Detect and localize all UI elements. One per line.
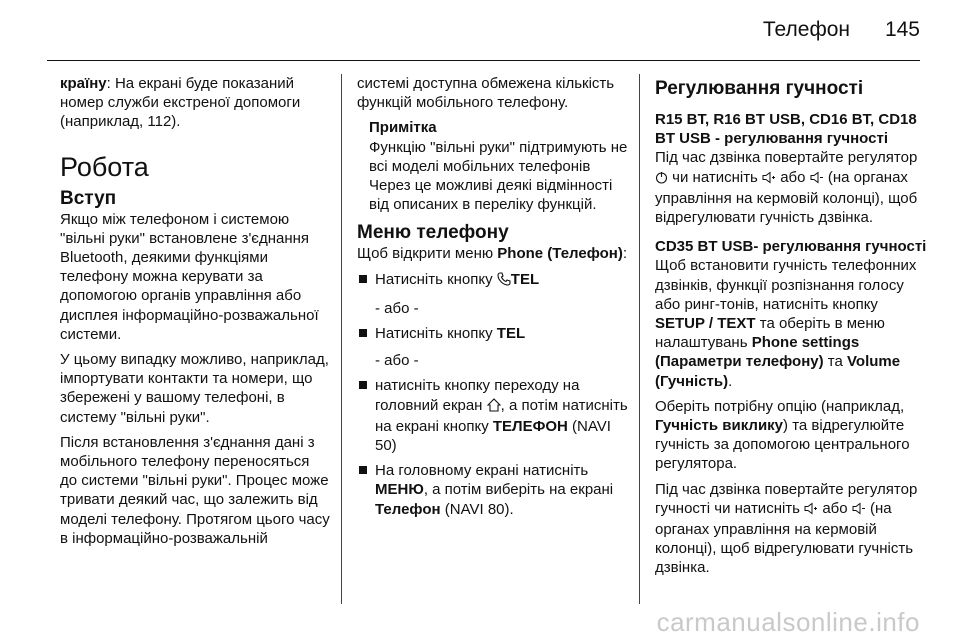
- instruction-list: [357, 324, 631, 343]
- chapter-title: Телефон: [762, 18, 850, 41]
- column-2: [357, 74, 631, 642]
- list-item: На головному екрані натисніть МЕНЮ, а потім виберіть на екрані Телефон (NAVI 80).: [357, 461, 631, 519]
- page-number: 145: [884, 18, 920, 41]
- paragraph: Оберіть потрібну опцію (наприклад, Гучність виклику) та відрегулюйте гучність за допомогою центрального регулятора.: [655, 397, 910, 473]
- power-knob-icon: [655, 170, 668, 189]
- column-divider-left: [341, 74, 342, 604]
- paragraph: Щоб відкрити меню Phone (Телефон):: [357, 245, 628, 263]
- watermark: carmanualsonline.info: [656, 607, 920, 637]
- column-1: [60, 74, 330, 642]
- note-text: Функцію "вільні руки" підтримують не всі моделі мобільних телефонів Через це можливі деякі відмінності від описаних в переліку функцій.: [369, 138, 628, 214]
- subheading: R15 BT, R16 BT USB, CD16 BT, CD18 BT USB - регулювання гучності: [655, 111, 917, 148]
- instruction-list: [357, 376, 631, 518]
- list-item: Натисніть кнопку TEL: [357, 324, 631, 343]
- page-header: [0, 0, 960, 62]
- volume-up-icon: [804, 501, 818, 520]
- list-item: Натисніть кнопку TEL: [357, 270, 631, 291]
- paragraph: Після встановлення з'єднання дані з мобільного телефону переносяться до системи "вільні руки". Процес може тривати деякий час, що залежить від моделі телефону. Протягом цього часу в інформаційно-розважальній: [60, 433, 330, 547]
- list-item: натисніть кнопку переходу на головний екран , а потім натисніть на екрані кнопку ТЕЛЕФОН (NAVI 50): [357, 376, 631, 455]
- bullet-icon: [359, 381, 367, 389]
- note-title: Примітка: [369, 119, 437, 137]
- subheading: CD35 BT USB- регулювання гучності: [655, 238, 927, 256]
- paragraph: Під час дзвінка повертайте регулятор чи натисніть або (на органах управління на кермовій колонці), щоб відрегулювати гучність дзвінка.: [655, 149, 918, 227]
- paragraph: Щоб встановити гучність телефонних дзвінків, функції розпізнання голосу або ринг-тонів, натисніть кнопку SETUP / TEXT та оберіть в меню налаштувань Phone settings (Параметри телефону) та Volume (Гучність).: [655, 257, 917, 390]
- volume-heading: Регулювання гучності: [655, 78, 864, 99]
- or-separator: - або -: [375, 352, 419, 370]
- intro-paragraph: країну: На екрані буде показаний номер служби екстреної допомоги (наприклад, 112).: [60, 75, 301, 131]
- home-icon: [487, 398, 501, 417]
- phone-icon: [497, 272, 511, 291]
- instruction-list: [357, 270, 631, 291]
- bullet-icon: [359, 329, 367, 337]
- bullet-icon: [359, 275, 367, 283]
- header-rule: [47, 60, 920, 61]
- phone-menu-heading: Меню телефону: [357, 222, 509, 244]
- volume-down-icon: [810, 170, 824, 189]
- intro-bold-term: країну: [60, 75, 107, 92]
- paragraph: системі доступна обмежена кількість функцій мобільного телефону.: [357, 75, 615, 112]
- column-3: [655, 74, 927, 642]
- column-divider-right: [639, 74, 640, 604]
- intro-heading: Вступ: [60, 187, 117, 209]
- or-separator: - або -: [375, 299, 419, 317]
- paragraph: Якщо між телефоном і системою "вільні руки" встановлене з'єднання Bluetooth, деякими функціями телефону можна керувати за допомогою органів управління або дисплея інформаційно-розважальної системи.: [60, 210, 319, 343]
- bullet-icon: [359, 466, 367, 474]
- paragraph: У цьому випадку можливо, наприклад, імпортувати контакти та номери, що збережені у вашому телефоні, в систему "вільні руки".: [60, 351, 329, 426]
- paragraph: Під час дзвінка повертайте регулятор гучності чи натисніть або (на органах управління на кермовій колонці), щоб відрегулювати гучність дзвінка.: [655, 480, 918, 577]
- note-box: [357, 118, 631, 214]
- volume-up-icon: [762, 170, 776, 189]
- volume-down-icon: [852, 501, 866, 520]
- section-title: Робота: [60, 151, 149, 182]
